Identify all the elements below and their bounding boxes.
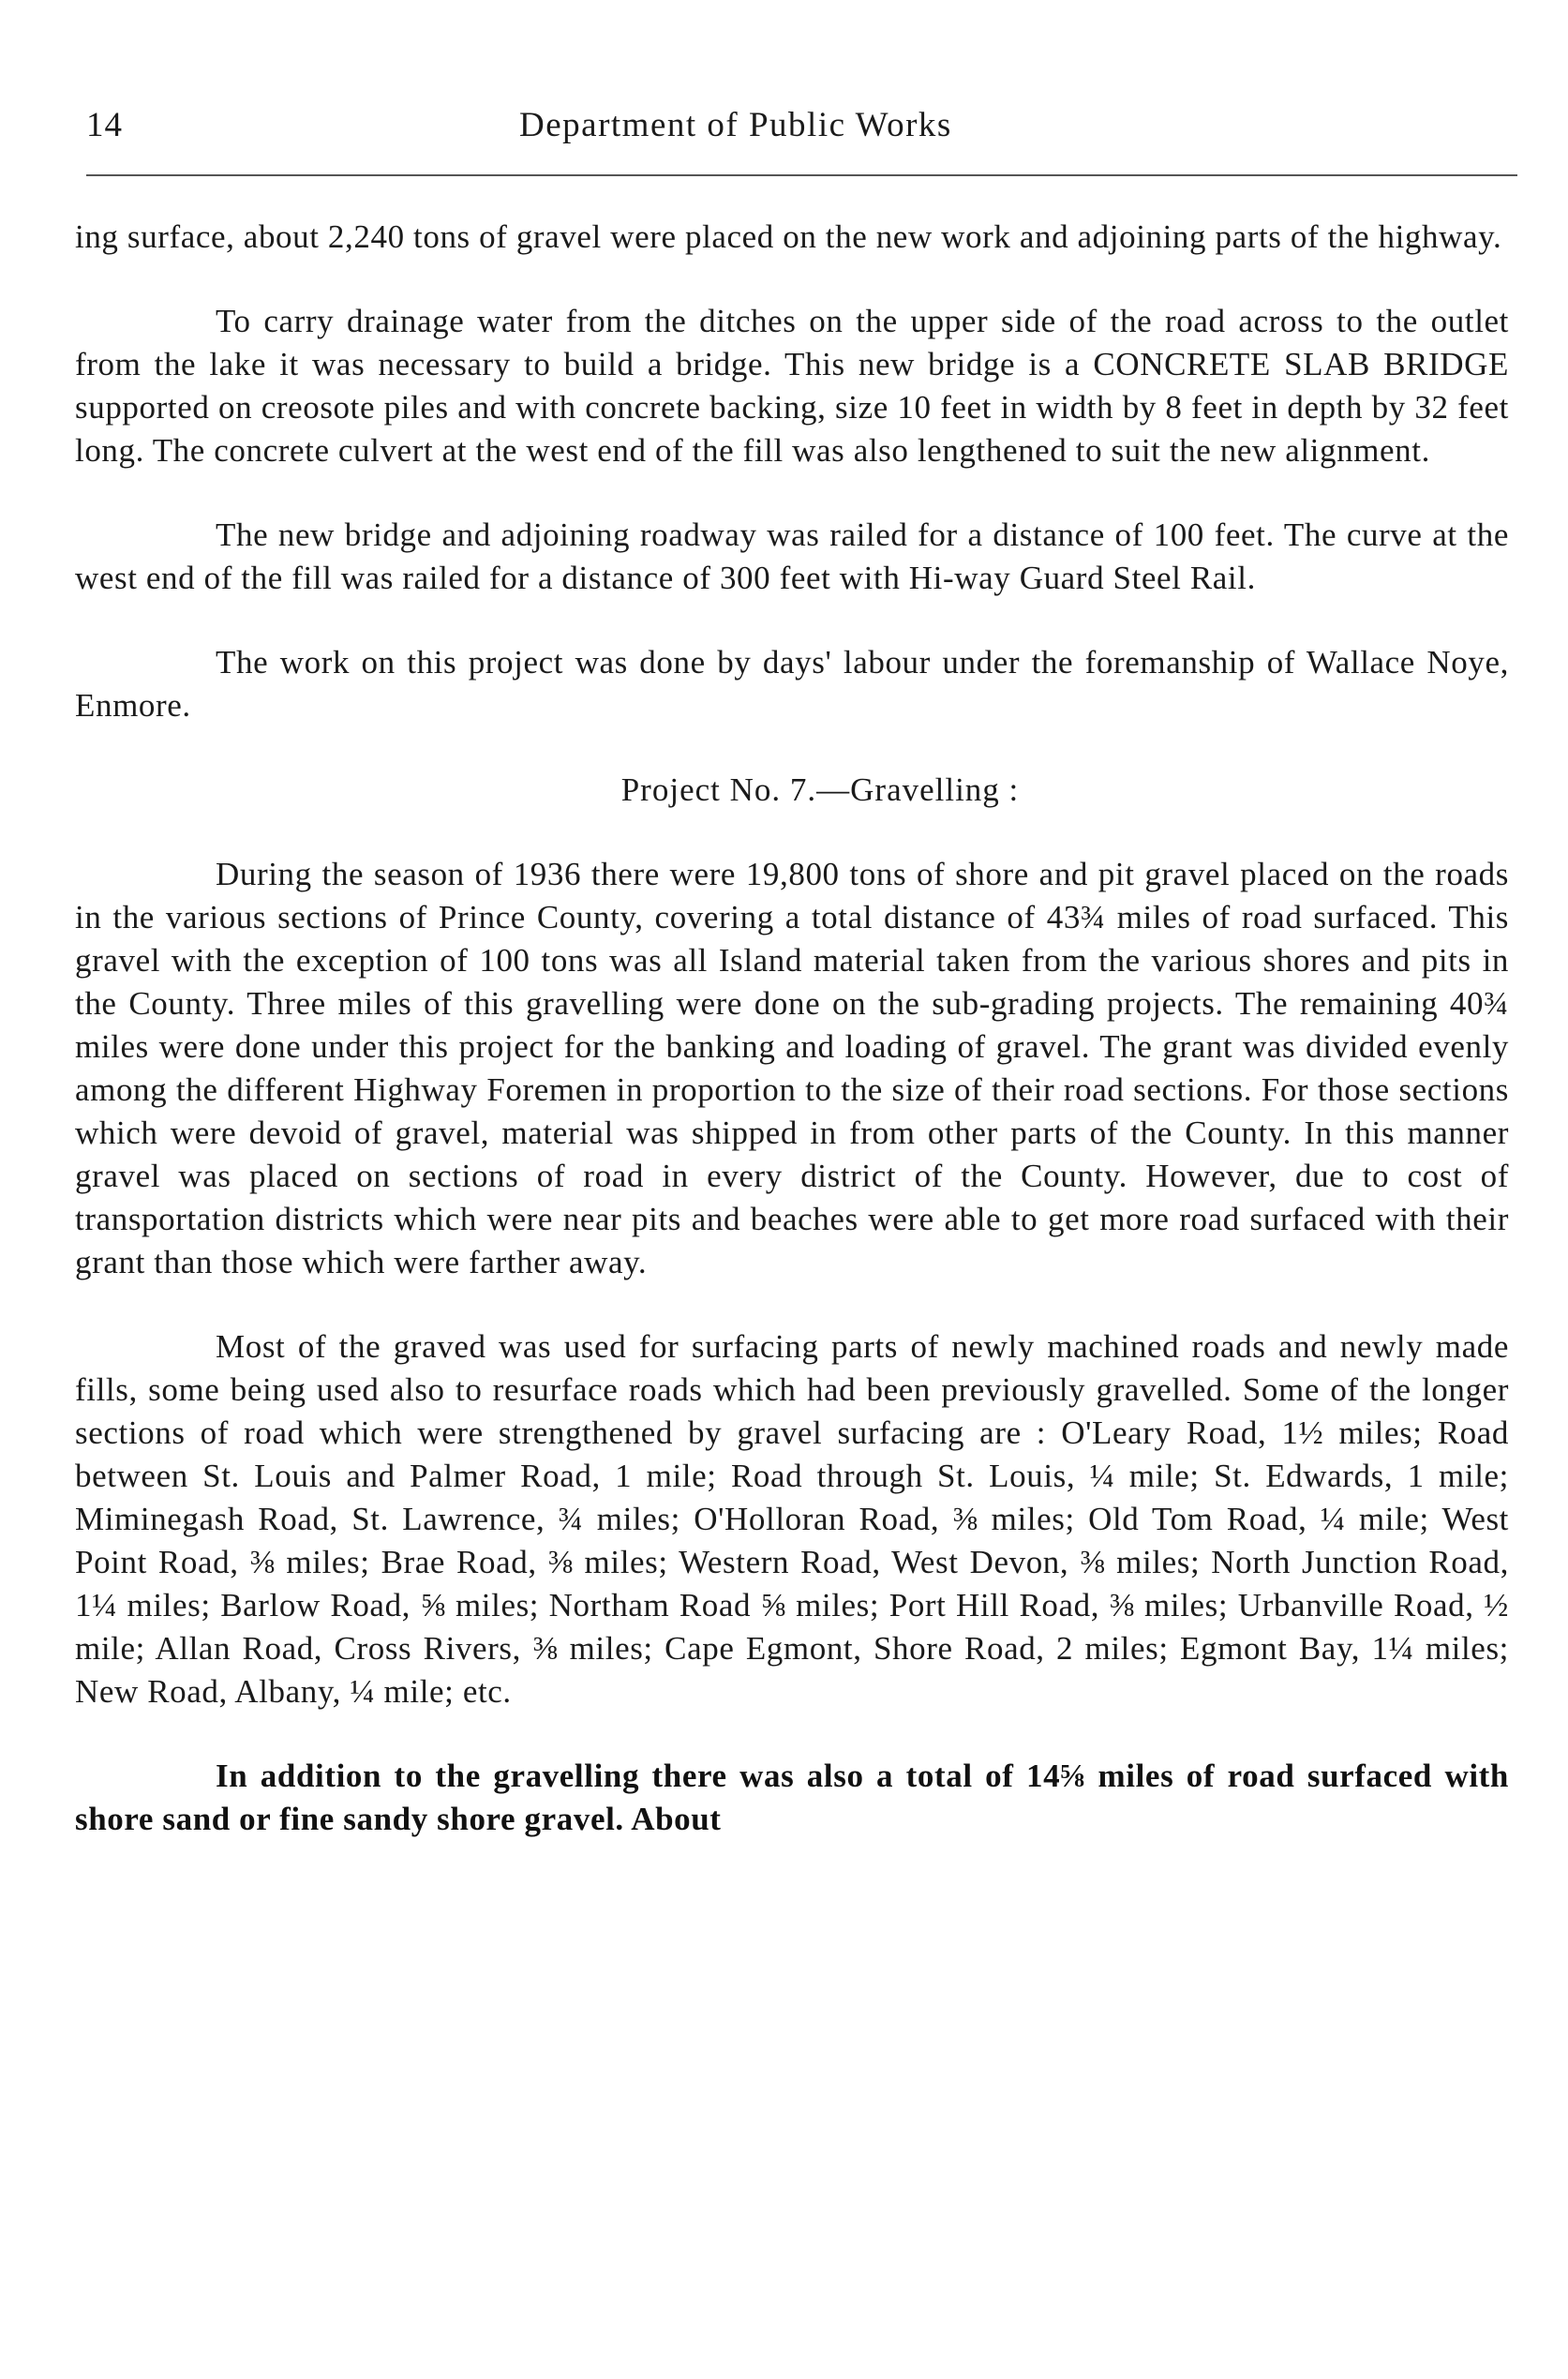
paragraph-continued: ing surface, about 2,240 tons of gravel were placed on the new work and adjoining parts of the highway. [75, 218, 1502, 255]
page-number: 14 [86, 106, 123, 144]
running-title: Department of Public Works [519, 106, 952, 144]
paragraph-road-sections: Most of the graved was used for surfacing parts of newly machined roads and newly made fills, some being used also to resurface roads which had been previously gravelled. Some of the longer sections of road which were strengthened by gravel surfacing are : O'Leary Road, 1½ miles; Road between St. Louis and Palmer Road, 1 mile; Road through St. Louis, ¼ mile; St. Edwards, 1 mile; Miminegash Road, St. Lawrence, ¾ miles; O'Holloran Road, ⅜ miles; Old Tom Road, ¼ mile; West Point Road, ⅜ miles; Brae Road, ⅜ miles; Western Road, West Devon, ⅜ miles; North Junction Road, 1¼ miles; Barlow Road, ⅝ miles; Northam Road ⅝ miles; Port Hill Road, ⅜ miles; Urbanville Road, ½ mile; Allan Road, Cross Rivers, ⅜ miles; Cape Egmont, Shore Road, 2 miles; Egmont Bay, 1¼ miles; New Road, Albany, ¼ mile; etc. [75, 1328, 1509, 1710]
body-text [75, 216, 1509, 1882]
section-heading: Project No. 7.—Gravelling : [620, 771, 1020, 808]
header-rule [86, 174, 1517, 176]
paragraph-foremanship: The work on this project was done by days' labour under the foremanship of Wallace Noye, Enmore. [75, 644, 1509, 724]
paragraph-gravelling-season: During the season of 1936 there were 19,800 tons of shore and pit gravel placed on the roads in the various sections of Prince County, covering a total distance of 43¾ miles of road surfaced. This gravel with the exception of 100 tons was all Island material taken from the various shores and pits in the County. Three miles of this gravelling were done on the sub-grading projects. The remaining 40¾ miles were done under this project for the banking and loading of gravel. The grant was divided evenly among the different Highway Foremen in proportion to the size of their road sections. For those sections which were devoid of gravel, material was shipped in from other parts of the County. In this manner gravel was placed on sections of road in every district of the County. However, due to cost of transportation districts which were near pits and beaches were able to get more road surfaced with their grant than those which were farther away. [75, 856, 1509, 1280]
paragraph-shore-sand: In addition to the gravelling there was also a total of 14⅝ miles of road surfaced with shore sand or fine sandy shore gravel. About [75, 1758, 1509, 1837]
paragraph-railing: The new bridge and adjoining roadway was railed for a distance of 100 feet. The curve at the west end of the fill was railed for a distance of 300 feet with Hi-way Guard Steel Rail. [75, 516, 1509, 596]
page-header [86, 105, 1517, 161]
paragraph-bridge: To carry drainage water from the ditches on the upper side of the road across to the outlet from the lake it was necessary to build a bridge. This new bridge is a CONCRETE SLAB BRIDGE supported on creosote piles and with concrete backing, size 10 feet in width by 8 feet in depth by 32 feet long. The concrete culvert at the west end of the fill was also lengthened to suit the new alignment. [75, 303, 1509, 469]
